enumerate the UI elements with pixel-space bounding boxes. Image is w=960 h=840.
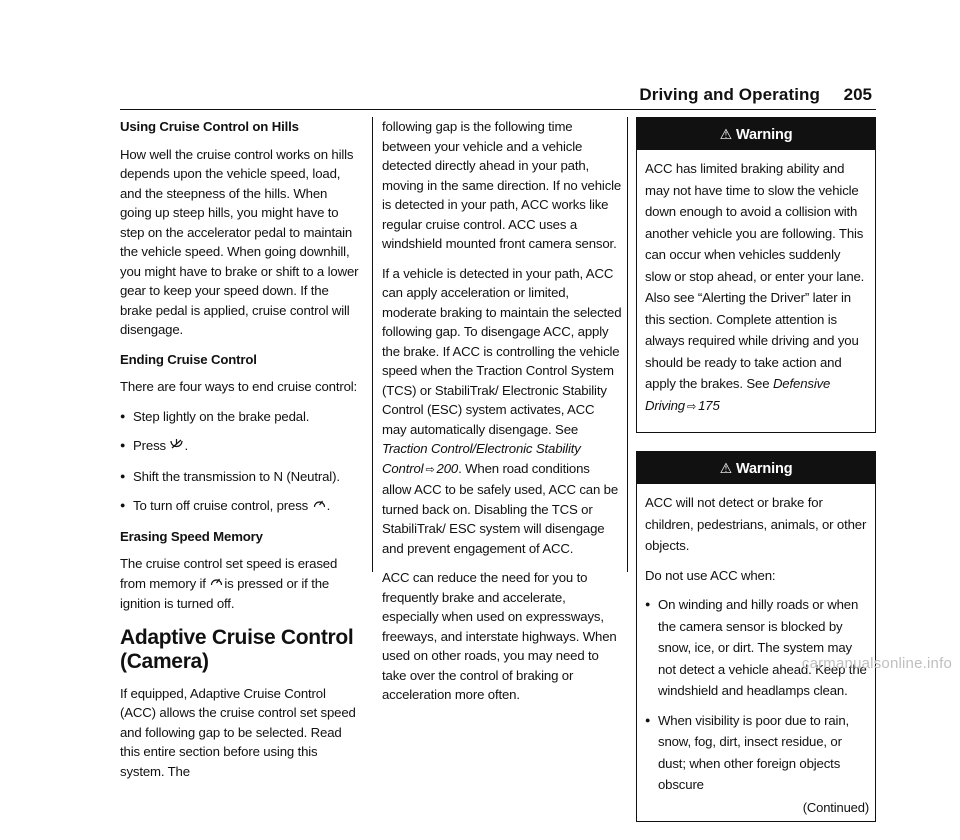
warning-body: ACC will not detect or brake for children, pedestrians, animals, or other objects. Do not use ACC when: ● On winding and hilly roads or when the camera sensor is blocked by snow, ice, or dirt. The system may not detect a vehicle ahead. Keep the windshield and headlamps clean. ● When visibility is poor due to rain, snow, fog, dirt, insect residue, or dust; when other foreign objects obscure (Continued): [637, 484, 875, 821]
cancel-cruise-icon: [169, 437, 184, 457]
warning-header: ⚠ Warning: [637, 452, 875, 484]
page-reference[interactable]: 200: [436, 460, 459, 476]
cruise-on-off-icon: [312, 497, 327, 517]
list-item: ● Step lightly on the brake pedal.: [120, 407, 360, 427]
paragraph-following-gap: following gap is the following time between your vehicle and a vehicle detected directly ahead in your path, moving in the same direction. If no vehicle is detected in your path, ACC works like regular cruise control. ACC uses a windshield mounted front camera sensor.: [382, 119, 622, 251]
warning-triangle-icon: ⚠: [719, 126, 732, 142]
header-rule: [120, 109, 876, 110]
paragraph-ending-intro: There are four ways to end cruise control:: [120, 379, 358, 394]
warning-body: ACC has limited braking ability and may not have time to slow the vehicle down enough to avoid a collision with another vehicle you are following. This can occur when vehicles suddenly slow or stop ahead, or enter your lane. Also see “Alerting the Driver” later in this section. Complete attention is always required while driving and you should be ready to take action and apply the brakes. See Defensive Driving ⇨ 175: [645, 161, 865, 413]
column-2: [382, 117, 622, 715]
subheading-erasing: Erasing Speed Memory: [120, 528, 263, 544]
section-header-title: Driving and Operating: [639, 85, 820, 104]
warning-header: ⚠ Warning: [637, 118, 875, 150]
page-ref-arrow-icon: ⇨: [425, 463, 435, 476]
list-item: ● Shift the transmission to N (Neutral).: [120, 467, 360, 487]
continued-label: (Continued): [802, 799, 869, 815]
column-divider: [372, 117, 373, 572]
list-item: ● Press .: [120, 436, 360, 457]
do-not-use-list: [645, 594, 869, 796]
section-title: Adaptive Cruise Control (Camera): [120, 625, 354, 673]
list-item: ● To turn off cruise control, press .: [120, 496, 360, 517]
column-1: [120, 117, 360, 791]
paragraph-acc-braking: If a vehicle is detected in your path, ACC can apply acceleration or limited, moderate braking to maintain the selected following gap. To disengage ACC, apply the brake. If ACC is controlling the vehicle speed when the Traction Control System (TCS) or StabiliTrak/ Electronic Stability Control (ESC) system activates, ACC may automatically disengage. See Traction Control/Electronic Stability Control ⇨ 200. When road conditions allow ACC to be safely used, ACC can be turned back on. Disabling the TCS or StabiliTrak/ ESC system will disengage and prevent engagement of ACC.: [382, 265, 622, 556]
page-ref-arrow-icon: ⇨: [687, 400, 697, 413]
column-3: [636, 117, 876, 840]
page-header: [120, 85, 876, 105]
list-item: ● On winding and hilly roads or when the camera sensor is blocked by snow, ice, or dirt. The system may not detect a vehicle ahead. Keep the windshield and headlamps clean.: [645, 594, 869, 702]
page-number: 205: [843, 85, 872, 104]
paragraph-acc-intro: If equipped, Adaptive Cruise Control (ACC) allows the cruise control set speed and following gap to be selected. Read this entire section before using this system. The: [120, 685, 356, 779]
paragraph-hills: How well the cruise control works on hills depends upon the vehicle speed, load, and the steepness of the hills. When going up steep hills, you might have to step on the accelerator pedal to maintain the vehicle speed. When going downhill, you might have to brake or shift to a lower gear to keep your speed down. If the brake pedal is applied, cruise control will disengage.: [120, 146, 359, 337]
subheading-hills: Using Cruise Control on Hills: [120, 119, 299, 134]
paragraph-acc-usage: ACC can reduce the need for you to frequently brake and accelerate, especially when used on expressways, freeways, and interstate highways. When used on other roads, you may need to take over the control of braking or acceleration more often.: [382, 570, 617, 702]
warning-triangle-icon: ⚠: [719, 460, 732, 476]
page-reference[interactable]: 175: [698, 397, 720, 413]
list-item: ● When visibility is poor due to rain, snow, fog, dirt, insect residue, or dust; when other foreign objects obscure: [645, 710, 869, 796]
paragraph-erasing: The cruise control set speed is erased from memory if is pressed or if the ignition is turned off.: [120, 556, 338, 611]
column-divider: [627, 117, 628, 572]
warning-box: [636, 451, 876, 822]
warning-box: [636, 117, 876, 433]
subheading-ending: Ending Cruise Control: [120, 351, 257, 367]
ending-methods-list: [120, 407, 360, 517]
cruise-on-off-icon: [209, 575, 224, 595]
cross-reference-link[interactable]: Traction Control/Electronic Stability Control: [382, 441, 581, 476]
watermark: carmanualsonline.info: [801, 655, 952, 672]
cross-reference-link[interactable]: Defensive Driving: [645, 376, 831, 413]
